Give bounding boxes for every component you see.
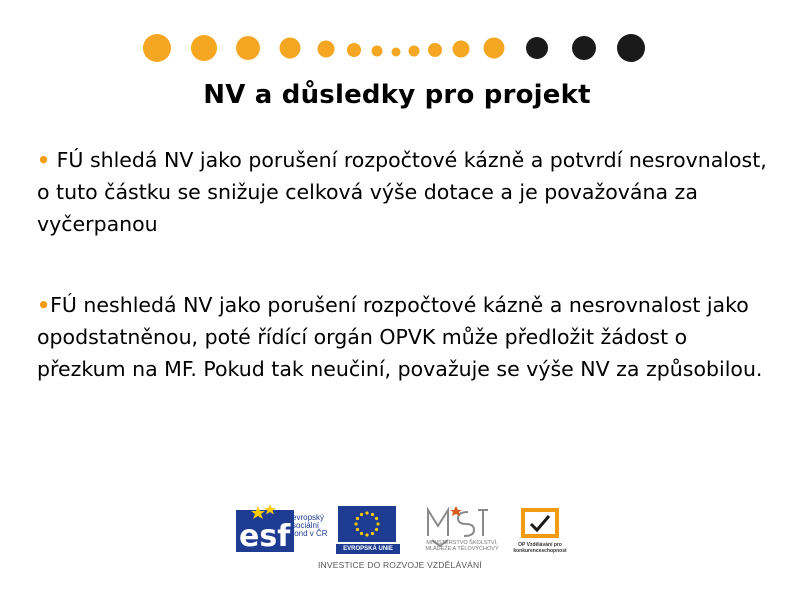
eu-star — [376, 522, 379, 525]
header-dot — [428, 43, 442, 57]
eu-star — [375, 528, 378, 531]
header-dot — [143, 34, 171, 62]
opvk-logo-icon — [517, 506, 563, 540]
eu-star — [360, 532, 363, 535]
header-dot — [280, 38, 301, 59]
eu-star — [360, 513, 363, 516]
esf-logo-text: evropský sociální fond v ČR — [292, 513, 328, 538]
header-dot — [392, 48, 401, 57]
eu-star — [365, 533, 368, 536]
paragraph-text: FÚ neshledá NV jako porušení rozpočtové kázně a nesrovnalost jako opodstatněnou, poté řídící orgán OPVK může předložit žádost o přezkum na MF. Pokud tak neučiní, považuje se výše NV za způsobilou. — [37, 293, 763, 381]
header-dot — [236, 36, 260, 60]
bullet-paragraph-1 — [37, 144, 767, 240]
header-dot — [318, 41, 335, 58]
header-dot — [572, 36, 596, 60]
header-dot — [372, 46, 383, 57]
header-dot — [453, 41, 470, 58]
eu-star — [365, 511, 368, 514]
eu-star — [375, 517, 378, 520]
bullet-marker: • — [37, 293, 51, 317]
paragraph-text: FÚ shledá NV jako porušení rozpočtové kázně a potvrdí nesrovnalost, o tuto částku se snižuje celková výše dotace a je považována za vyčerpanou — [37, 148, 767, 236]
eu-star — [371, 532, 374, 535]
investment-tagline: INVESTICE DO ROZVOJE VZDĚLÁVÁNÍ — [318, 560, 482, 570]
msmt-logo-text: MINISTERSTVO ŠKOLSTVÍ, MLÁDEŽE A TĚLOVÝCHOVY — [425, 540, 499, 552]
bullet-marker: • — [37, 148, 51, 172]
eu-star — [356, 517, 359, 520]
header-dot — [617, 34, 645, 62]
eu-star — [371, 513, 374, 516]
slide-title: NV a důsledky pro projekt — [203, 80, 591, 110]
header-dot — [191, 35, 217, 61]
svg-text:esf: esf — [239, 519, 291, 552]
header-dots-decoration — [0, 0, 794, 80]
eu-label-text: EVROPSKÁ UNIE — [336, 544, 400, 554]
eu-flag-icon — [338, 506, 396, 542]
opvk-logo-text: OP Vzdělávání pro konkurenceschopnost — [513, 542, 567, 554]
header-dot — [484, 38, 505, 59]
eu-star — [356, 528, 359, 531]
header-dot — [526, 37, 548, 59]
header-dot — [347, 43, 361, 57]
header-dot — [409, 46, 420, 57]
eu-star — [354, 522, 357, 525]
bullet-paragraph-2 — [37, 289, 767, 385]
